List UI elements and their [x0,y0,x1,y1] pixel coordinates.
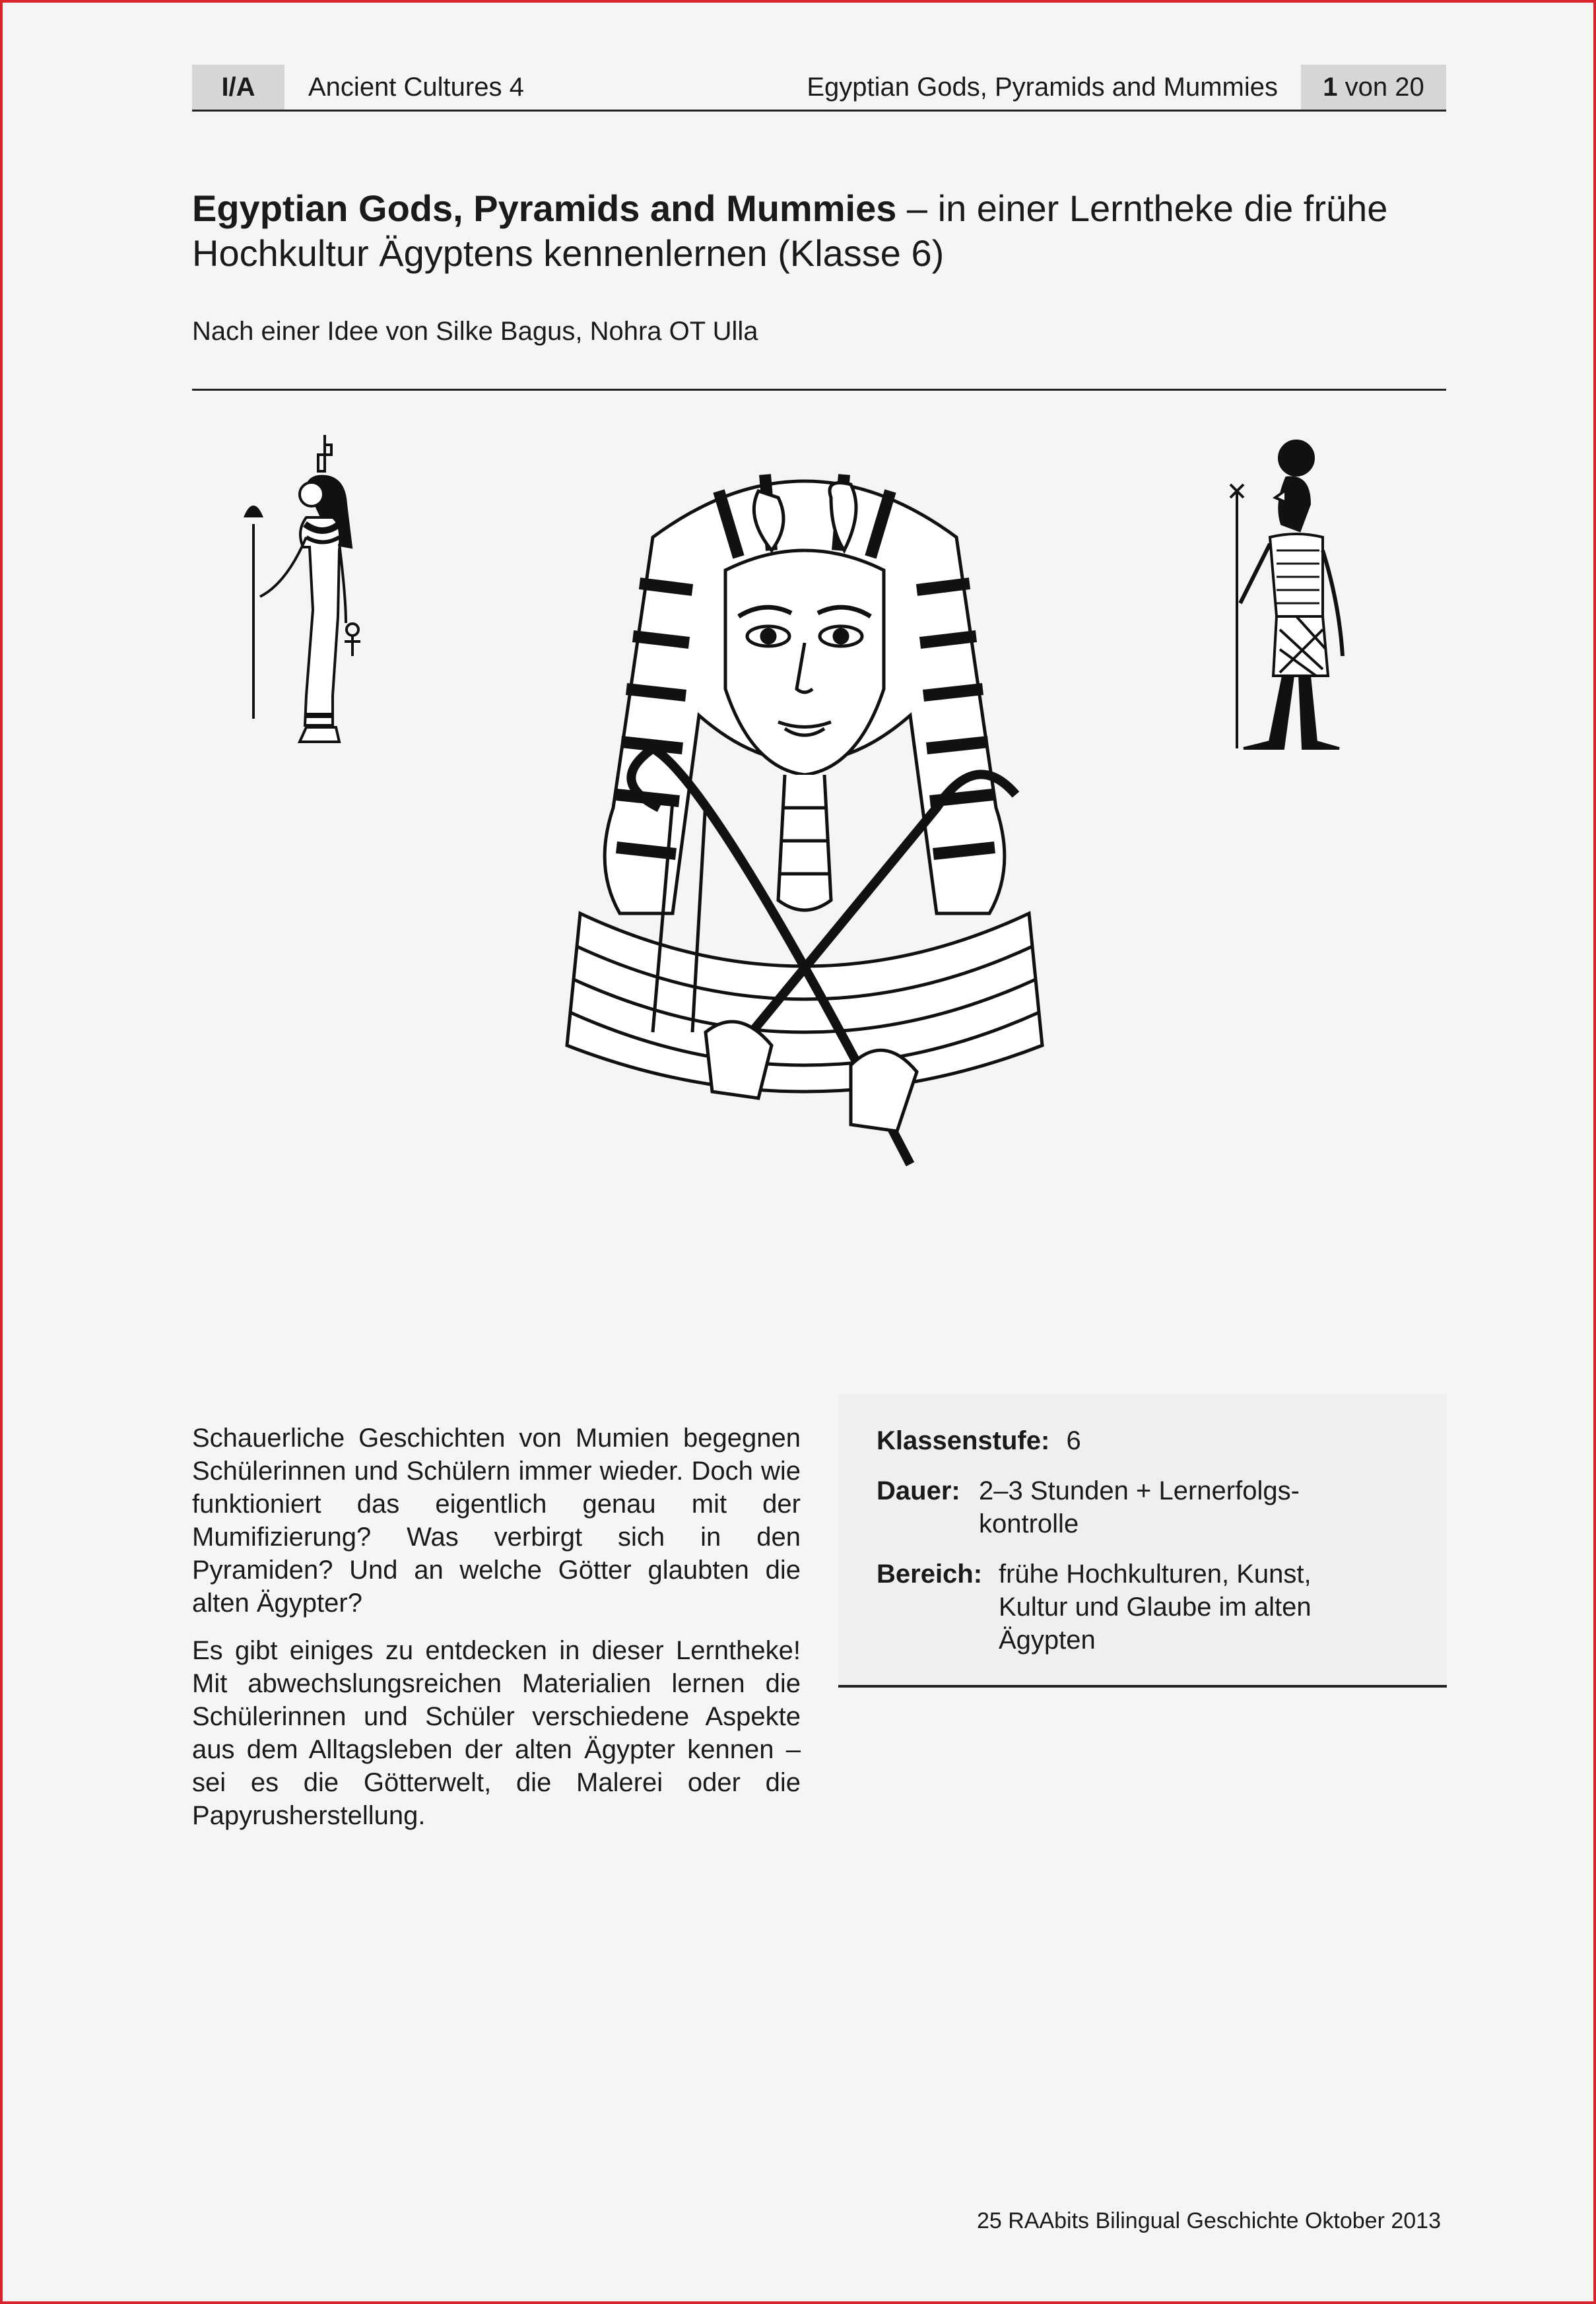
duration-label: Dauer: [877,1476,960,1505]
page-indicator [1301,65,1446,110]
info-duration [877,1474,1418,1547]
duration-value-line2: kontrolle [979,1509,1079,1538]
duration-value-line1: 2–3 Stunden + Lernerfolgs- [979,1476,1300,1505]
goddess-illustration [240,432,372,752]
page-footer: 25 RAAbits Bilingual Geschichte Oktober 2013 [976,2208,1441,2233]
title-line2: Hochkultur Ägyptens kennenlernen (Klasse 6) [192,232,945,274]
horus-illustration [1224,438,1356,755]
title-rest: – in einer Lerntheke die frühe [896,187,1388,229]
info-area [877,1558,1418,1663]
page-header [192,65,1446,112]
area-value-line2: Kultur und Glaube im alten [999,1593,1312,1622]
author-credit: Nach einer Idee von Silke Bagus, Nohra OT Ulla [192,317,758,346]
intro-paragraph-1: Schauerliche Geschichten von Mumien begegnen Schülerinnen und Schülern immer wieder. Doch wie funktioniert das eigentlich genau mit der Mumifizierung? Was verbirgt sich in den Pyramiden? Und an welche Götter glaubten die alten Ägypter? [192,1424,801,1618]
divider [192,389,1446,391]
series-title: Ancient Cultures 4 [308,73,524,102]
area-label: Bereich: [877,1560,983,1589]
pharaoh-mask-illustration [541,438,1069,1230]
info-box [838,1394,1447,1688]
area-value-line1: frühe Hochkulturen, Kunst, [999,1560,1312,1589]
area-value-line3: Ägypten [999,1626,1096,1655]
title-bold: Egyptian Gods, Pyramids and Mummies [192,187,897,229]
topic-title: Egyptian Gods, Pyramids and Mummies [807,73,1278,102]
grade-label: Klassenstufe: [877,1426,1050,1455]
page-title [192,186,1459,276]
page-number: 1 [1323,73,1338,102]
intro-text [192,1422,801,1847]
section-label: I/A [192,65,284,110]
intro-paragraph-2: Es gibt einiges zu entdecken in dieser Lerntheke! Mit abwechslungsreichen Materialien lernen die Schülerinnen und Schüler verschiedene Aspekte aus dem Alltagsleben der alten Ägypter kennen – sei es die Götterwelt, die Malerei oder die Papyrusherstellung. [192,1636,801,1830]
page-total: von 20 [1345,73,1424,102]
info-grade [877,1424,1081,1457]
grade-value: 6 [1066,1426,1081,1455]
